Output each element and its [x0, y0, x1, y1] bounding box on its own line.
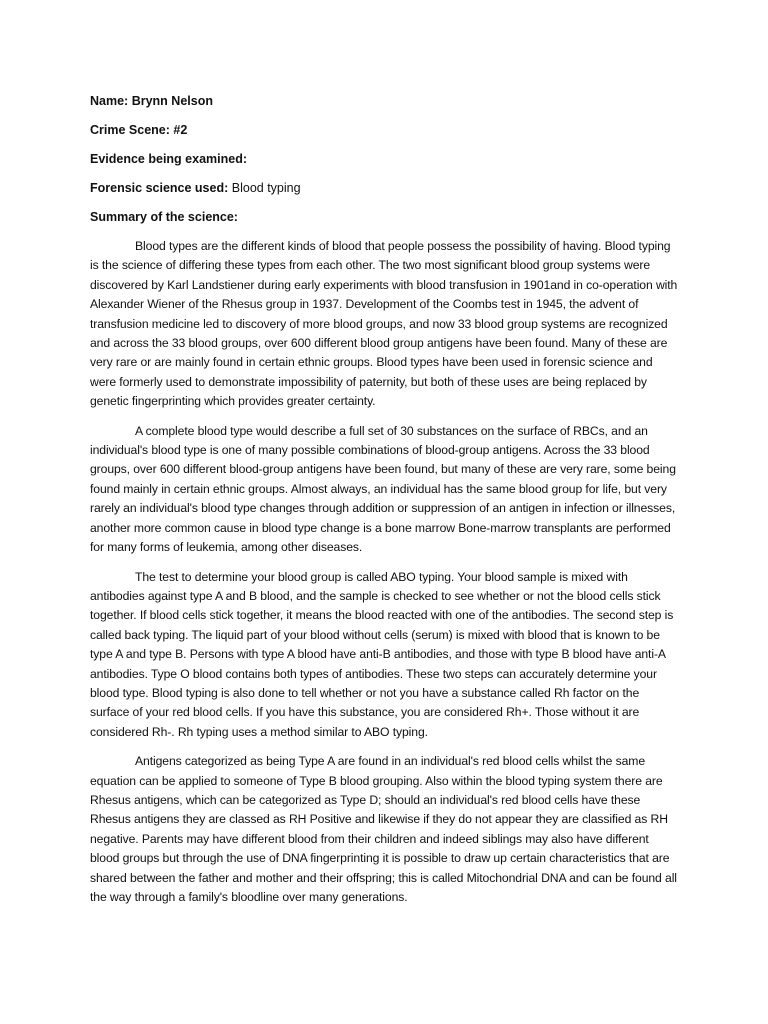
name-label: Name: [90, 94, 129, 108]
summary-label: Summary of the science: [90, 210, 238, 224]
name-field [90, 92, 680, 110]
forensic-science-field [90, 179, 680, 197]
document-body [90, 92, 680, 917]
crime-scene-label: Crime Scene: [90, 123, 170, 137]
crime-scene-field [90, 121, 680, 139]
paragraph-blood-types-intro: Blood types are the different kinds of blood that people possess the possibility of having. Blood typing is the science of differing these types from each other. The two most significant blood group systems were discovered by Karl Landstiener during early experiments with blood transfusion in 1901and in co-operation with Alexander Wiener of the Rhesus group in 1937. Development of the Coombs test in 1945, the advent of transfusion medicine led to discovery of more blood groups, and now 33 blood group systems are recognized and across the 33 blood groups, over 600 different blood group antigens have been found. Many of these are very rare or are mainly found in certain ethnic groups. Blood types have been used in forensic science and were formerly used to demonstrate impossibility of paternity, but both of these uses are being replaced by genetic fingerprinting which provides greater certainty. [90, 239, 678, 409]
name-value: Brynn Nelson [131, 94, 213, 108]
crime-scene-value: #2 [173, 123, 188, 137]
forensic-science-label: Forensic science used: [90, 181, 229, 195]
paragraph-complete-blood-type: A complete blood type would describe a full set of 30 substances on the surface of RBCs, and an individual's blood type is one of many possible combinations of blood-group antigens. Across the 33 blood groups, over 600 different blood-group antigens have been found, but many of these are very rare, some being found mainly in certain ethnic groups. Almost always, an individual has the same blood group for life, but very rarely an individual's blood type changes through addition or suppression of an antigen in infection or illnesses, another more common cause in blood type change is a bone marrow Bone-marrow transplants are performed for many forms of leukemia, among other diseases. [90, 423, 676, 555]
evidence-label: Evidence being examined: [90, 152, 247, 166]
paragraph-antigens-rhesus: Antigens categorized as being Type A are found in an individual's red blood cells whilst the same equation can be applied to someone of Type B blood grouping. Also within the blood typing system there are Rhesus antigens, which can be categorized as Type D; should an individual's red blood cells have these Rhesus antigens they are classed as RH Positive and likewise if they do not appear they are classified as RH negative. Parents may have different blood from their children and indeed siblings may also have different blood groups but through the use of DNA fingerprinting it is possible to draw up certain characteristics that are shared between the father and mother and their offspring; this is called Mitochondrial DNA and can be found all the way through a family's bloodline over many generations. [90, 754, 677, 904]
summary-field [90, 208, 680, 226]
evidence-field [90, 150, 680, 168]
paragraph-abo-typing-test: The test to determine your blood group is called ABO typing. Your blood sample is mixed with antibodies against type A and B blood, and the sample is checked to see whether or not the blood cells stick together. If blood cells stick together, it means the blood reacted with one of the antibodies. The second step is called back typing. The liquid part of your blood without cells (serum) is mixed with blood that is known to be type A and type B. Persons with type A blood have anti-B antibodies, and those with type B blood have anti-A antibodies. Type O blood contains both types of antibodies. These two steps can accurately determine your blood type. Blood typing is also done to tell whether or not you have a substance called Rh factor on the surface of your red blood cells. If you have this substance, you are considered Rh+. Those without it are considered Rh-. Rh typing uses a method similar to ABO typing. [90, 569, 674, 739]
forensic-science-value: Blood typing [231, 181, 301, 195]
